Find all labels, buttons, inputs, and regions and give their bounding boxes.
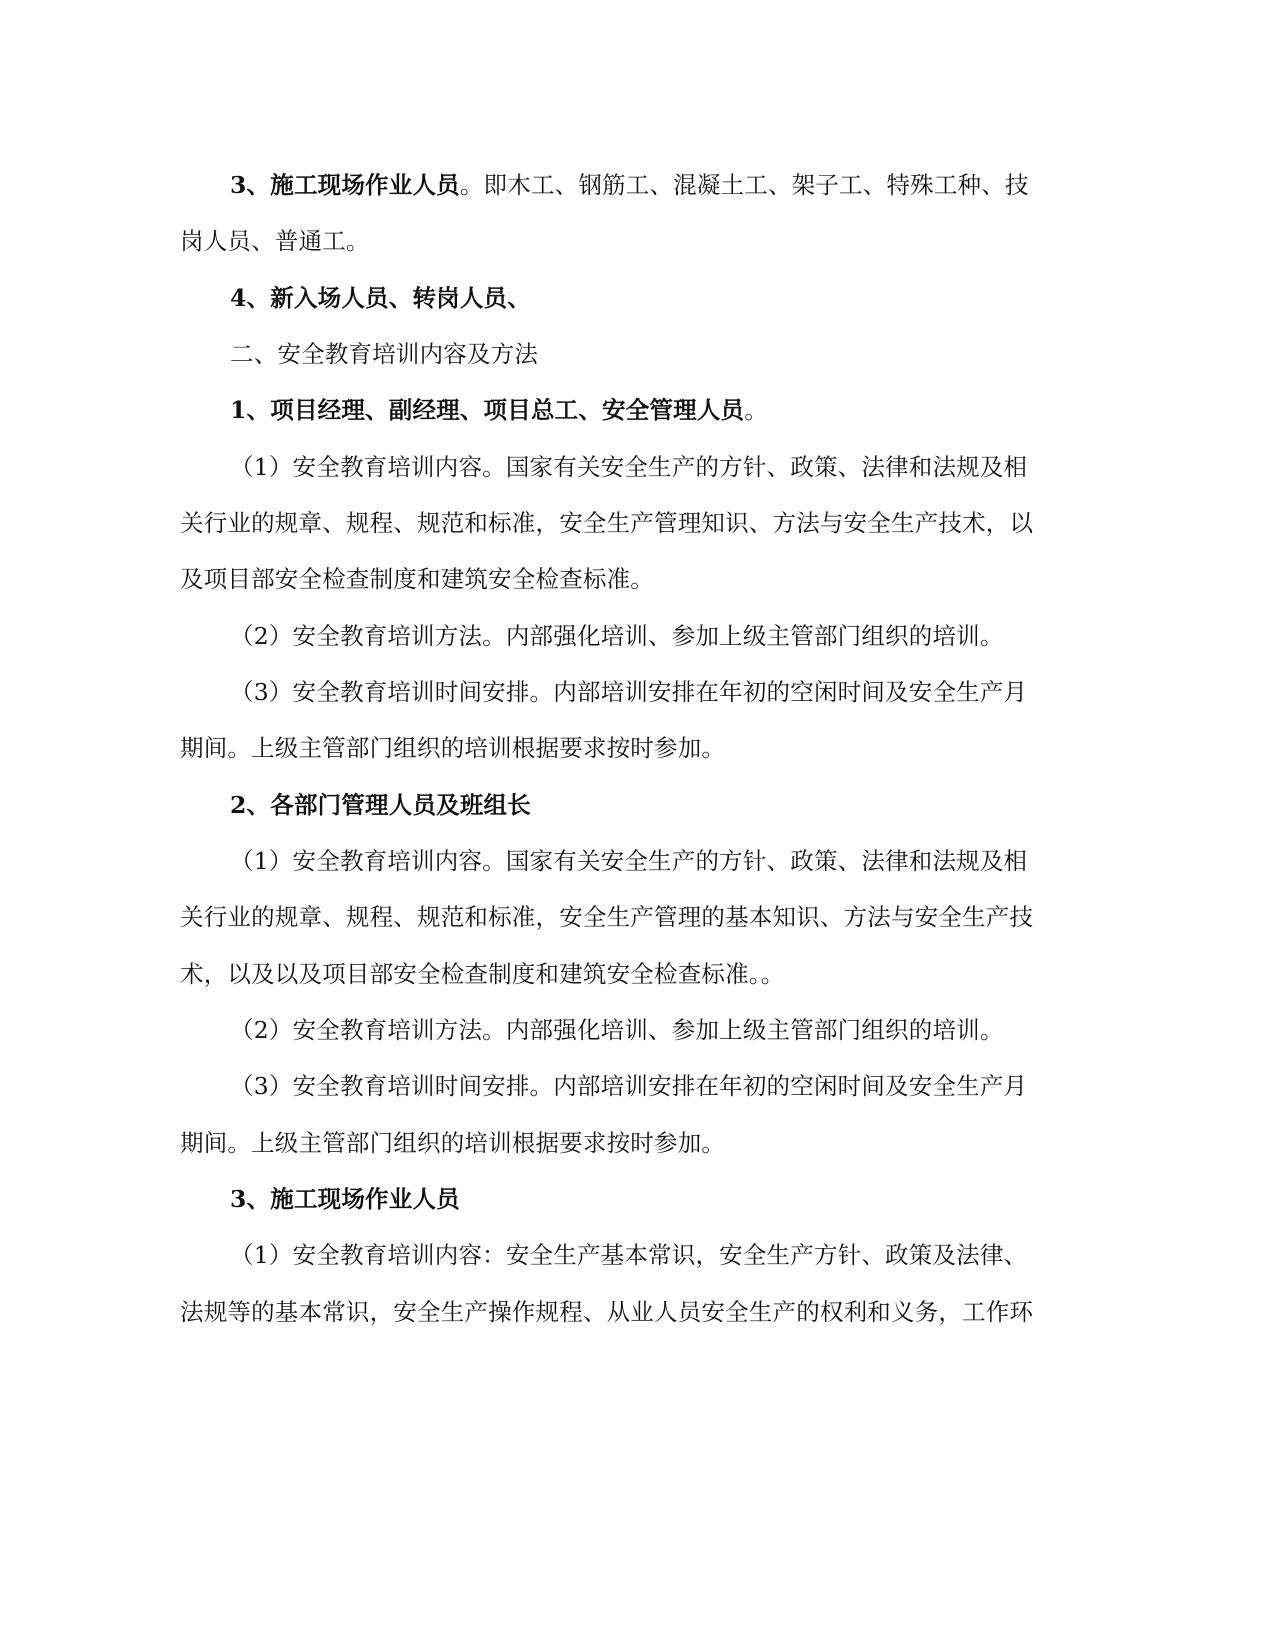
paragraph-line [230, 169, 1110, 201]
paragraph-line [230, 1239, 1110, 1271]
line-text: （3）安全教育培训时间安排。内部培训安排在年初的空闲时间及安全生产月 [230, 1072, 1028, 1100]
line-text: 关行业的规章、规程、规范和标准，安全生产管理知识、方法与安全生产技术，以 [180, 509, 1034, 537]
line-text: （1）安全教育培训内容。国家有关安全生产的方针、政策、法律和法规及相 [230, 453, 1028, 481]
bold-heading-text: 3、施工现场作业人员 [230, 1185, 460, 1213]
paragraph-line [180, 507, 1060, 539]
paragraph-line [230, 1070, 1110, 1102]
line-text: 期间。上级主管部门组织的培训根据要求按时参加。 [180, 1129, 726, 1157]
paragraph-line [180, 563, 1060, 595]
line-text: 术，以及以及项目部安全检查制度和建筑安全检查标准。。 [180, 960, 785, 988]
paragraph-line [180, 901, 1060, 933]
line-text: 法规等的基本常识，安全生产操作规程、从业人员安全生产的权利和义务，工作环 [180, 1298, 1034, 1326]
line-text: 岗人员、普通工。 [180, 227, 370, 255]
line-text: （1）安全教育培训内容：安全生产基本常识，安全生产方针、政策及法律、 [230, 1241, 1028, 1269]
bold-heading-text: 4、新入场人员、转岗人员、 [230, 284, 531, 312]
paragraph-line [180, 1296, 1060, 1328]
bold-heading-text: 2、各部门管理人员及班组长 [230, 791, 531, 819]
line-text: （1）安全教育培训内容。国家有关安全生产的方针、政策、法律和法规及相 [230, 847, 1028, 875]
line-text: 。即木工、钢筋工、混凝土工、架子工、特殊工种、技 [459, 171, 1029, 199]
paragraph-line [230, 282, 1110, 314]
line-text: （2）安全教育培训方法。内部强化培训、参加上级主管部门组织的培训。 [230, 1016, 1004, 1044]
paragraph-line [230, 394, 1110, 426]
paragraph-line [180, 1127, 1060, 1159]
paragraph-line [230, 1183, 1110, 1215]
paragraph-line [230, 1014, 1110, 1046]
line-text: （3）安全教育培训时间安排。内部培训安排在年初的空闲时间及安全生产月 [230, 678, 1028, 706]
bold-heading-text: 3、施工现场作业人员 [230, 171, 460, 199]
line-text: 关行业的规章、规程、规范和标准，安全生产管理的基本知识、方法与安全生产技 [180, 903, 1034, 931]
paragraph-line [230, 676, 1110, 708]
paragraph-line [230, 620, 1110, 652]
line-text: 期间。上级主管部门组织的培训根据要求按时参加。 [180, 734, 726, 762]
paragraph-line [180, 225, 1060, 257]
paragraph-line [230, 845, 1110, 877]
line-text: （2）安全教育培训方法。内部强化培训、参加上级主管部门组织的培训。 [230, 622, 1004, 650]
line-text: 。 [744, 396, 768, 424]
paragraph-line [180, 958, 1060, 990]
line-text: 二、安全教育培训内容及方法 [230, 340, 539, 368]
line-text: 及项目部安全检查制度和建筑安全检查标准。 [180, 565, 654, 593]
section-heading [230, 338, 1110, 370]
paragraph-line [230, 789, 1110, 821]
bold-heading-text: 1、项目经理、副经理、项目总工、安全管理人员 [230, 396, 745, 424]
paragraph-line [180, 732, 1060, 764]
paragraph-line [230, 451, 1110, 483]
